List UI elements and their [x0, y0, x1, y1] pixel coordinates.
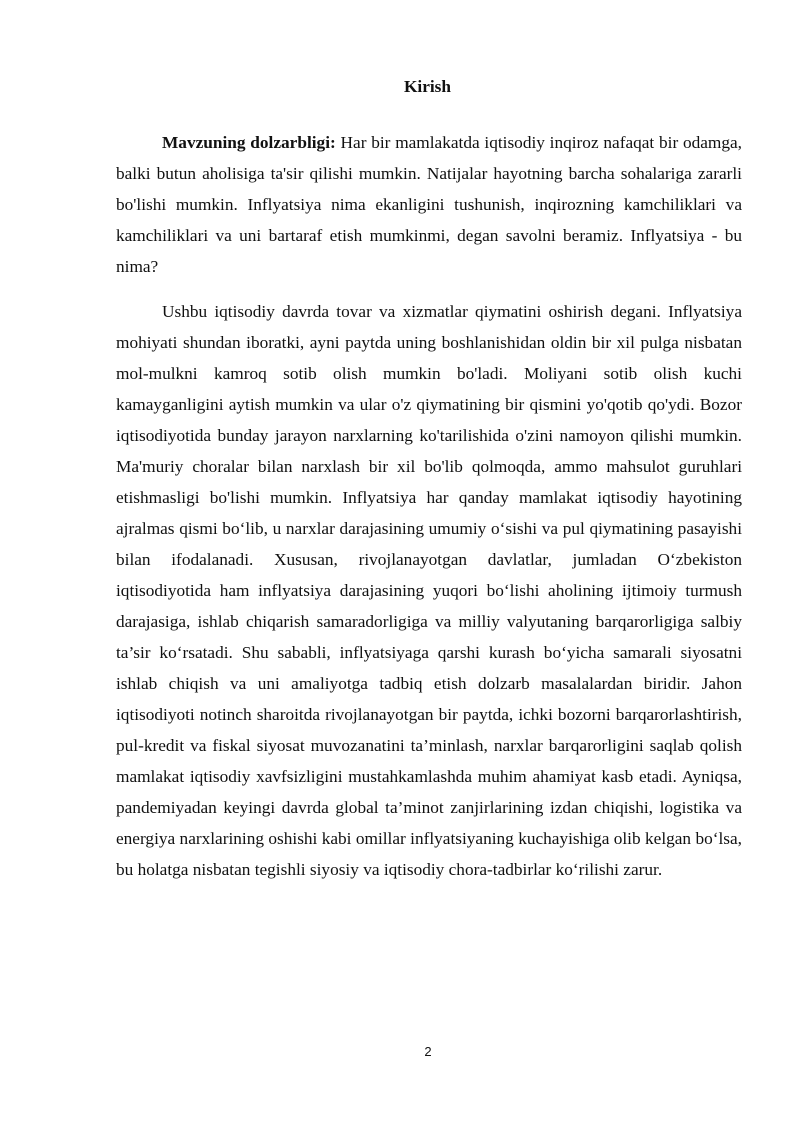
paragraph-1-text: Har bir mamlakatda iqtisodiy inqiroz nafaqat bir odamga, balki butun aholisiga ta'sir qilishi mumkin. Natijalar hayotning barcha sohalariga zararli bo'lishi mumkin. Inflyatsiya nima ekanligini tushunish, inqirozning kamchiliklari va kamchiliklari va uni bartaraf etish mumkinmi, degan savolni beramiz. Inflyatsiya - bu nima? [116, 133, 742, 276]
paragraph-1-lead: Mavzuning dolzarbligi: [162, 133, 336, 152]
paragraph-2 [116, 296, 742, 885]
section-title: Kirish [403, 77, 452, 96]
body-text [116, 127, 742, 885]
paragraph-2-text: Ushbu iqtisodiy davrda tovar va xizmatlar qiymatini oshirish degani. Inflyatsiya mohiyati shundan iboratki, ayni paytda uning boshlanishidan oldin bir xil pulga nisbatan mol-mulkni kamroq sotib olish mumkin bo'ladi. Moliyani sotib olish kuchi kamayganligini aytish mumkin va ular o'z qiymatining bir qismini yo'qotib qo'ydi. Bozor iqtisodiyotida bunday jarayon narxlarning ko'tarilishida o'zini namoyon qilishi mumkin. Ma'muriy choralar bilan narxlash bir xil bo'lib qolmoqda, ammo mahsulot guruhlari etishmasligi bo'lishi mumkin. Inflyatsiya har qanday mamlakat iqtisodiy hayotining ajralmas qismi bo‘lib, u narxlar darajasining umumiy o‘sishi va pul qiymatining pasayishi bilan ifodalanadi. Xususan, rivojlanayotgan davlatlar, jumladan O‘zbekiston iqtisodiyotida ham inflyatsiya darajasining yuqori bo‘lishi aholining ijtimoiy turmush darajasiga, ishlab chiqarish samaradorligiga va milliy valyutaning barqarorligiga salbiy ta’sir ko‘rsatadi. Shu sababli, inflyatsiyaga qarshi kurash bo‘yicha samarali siyosatni ishlab chiqish va uni amaliyotga tadbiq etish dolzarb masalalardan biridir. Jahon iqtisodiyoti notinch sharoitda rivojlanayotgan bir paytda, ichki bozorni barqarorlashtirish, pul-kredit va fiskal siyosat muvozanatini ta’minlash, narxlar barqarorligini saqlab qolish mamlakat iqtisodiy xavfsizligini mustahkamlashda muhim ahamiyat kasb etadi. Ayniqsa, pandemiyadan keyingi davrda global ta’minot zanjirlarining izdan chiqishi, logistika va energiya narxlarining oshishi kabi omillar inflyatsiyaning kuchayishiga olib kelgan bo‘lsa, bu holatga nisbatan tegishli siyosiy va iqtisodiy chora-tadbirlar ko‘rilishi zarur. [116, 302, 742, 879]
paragraph-1 [116, 127, 742, 282]
page-number: 2 [424, 1044, 432, 1059]
